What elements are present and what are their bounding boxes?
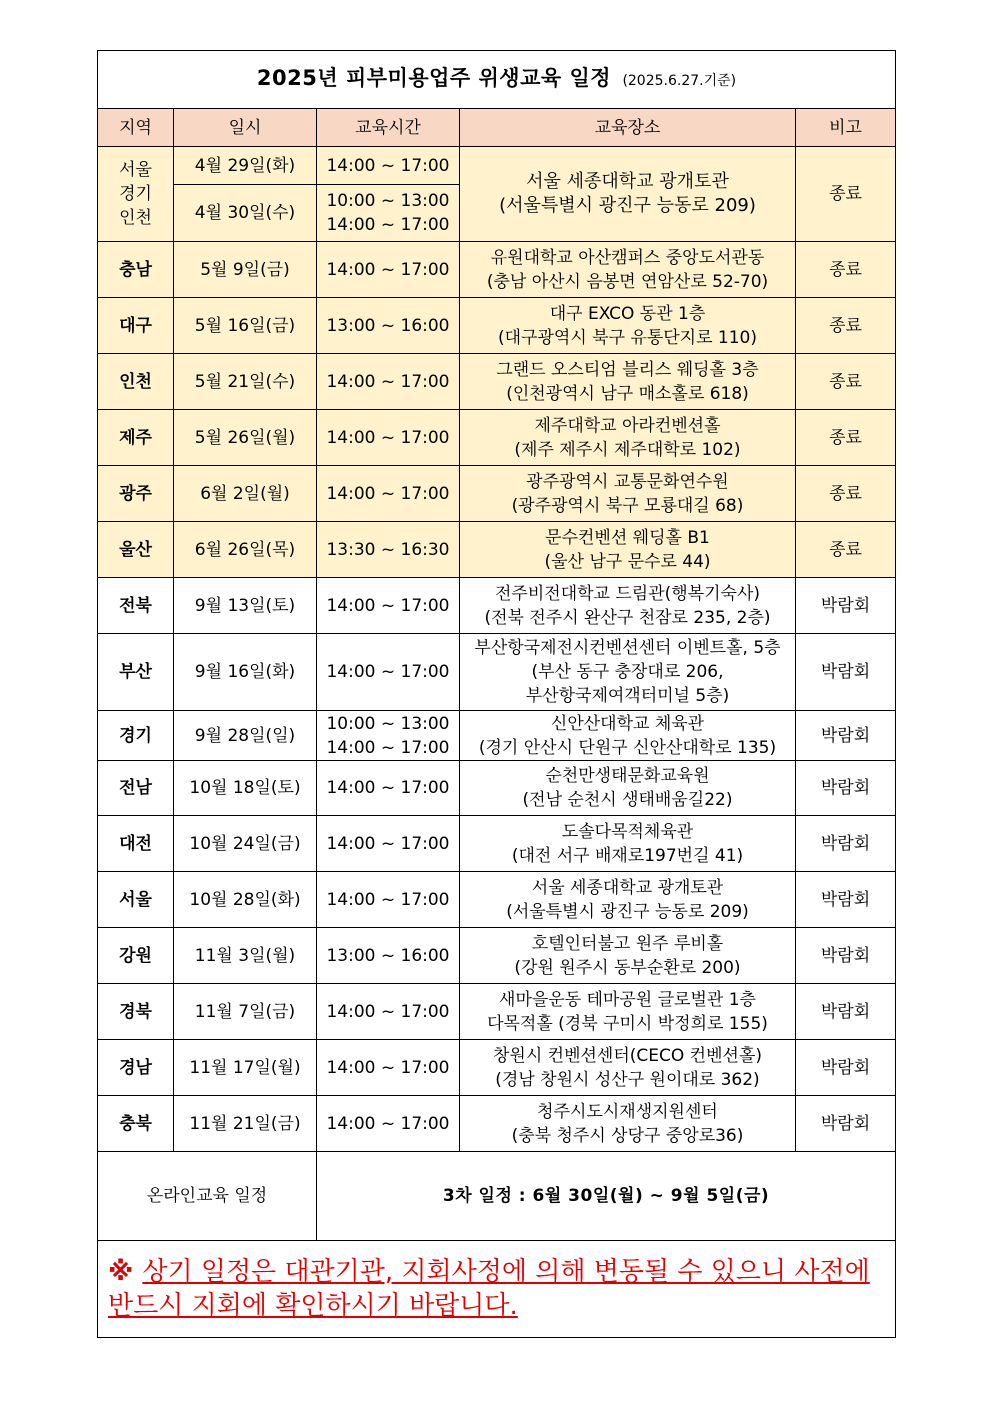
column-header: 지역 — [98, 109, 174, 147]
table-row — [98, 242, 896, 298]
column-header: 비고 — [796, 109, 896, 147]
date-cell: 6월 26일(목) — [174, 522, 317, 578]
note-cell: 박람회 — [796, 872, 896, 928]
date-cell: 11월 21일(금) — [174, 1096, 317, 1152]
time-cell: 14:00 ~ 17:00 — [317, 410, 460, 466]
title-cell — [98, 51, 896, 109]
date-cell: 10월 24일(금) — [174, 816, 317, 872]
place-cell: 도솔다목적체육관 (대전 서구 배재로197번길 41) — [460, 816, 796, 872]
table-row — [98, 761, 896, 816]
region-cell: 전남 — [98, 761, 174, 816]
table-row — [98, 928, 896, 984]
region-cell: 전북 — [98, 578, 174, 634]
table-row — [98, 298, 896, 354]
note-cell: 박람회 — [796, 634, 896, 711]
place-cell: 부산항국제전시컨벤션센터 이벤트홀, 5층 (부산 동구 충장대로 206, 부산항국제여객터미널 5층) — [460, 634, 796, 711]
date-cell: 11월 17일(월) — [174, 1040, 317, 1096]
online-row — [98, 1152, 896, 1241]
place-cell: 광주광역시 교통문화연수원 (광주광역시 북구 모룡대길 68) — [460, 466, 796, 522]
note-cell: 박람회 — [796, 761, 896, 816]
place-cell: 순천만생태문화교육원 (전남 순천시 생태배움길22) — [460, 761, 796, 816]
region-cell: 서울 — [98, 872, 174, 928]
place-cell: 호텔인터불고 원주 루비홀 (강원 원주시 동부순환로 200) — [460, 928, 796, 984]
time-cell: 14:00 ~ 17:00 — [317, 354, 460, 410]
table-row — [98, 578, 896, 634]
region-cell: 경남 — [98, 1040, 174, 1096]
note-cell: 종료 — [796, 354, 896, 410]
date-cell: 4월 29일(화) — [174, 147, 317, 185]
time-cell: 14:00 ~ 17:00 — [317, 816, 460, 872]
time-cell: 14:00 ~ 17:00 — [317, 761, 460, 816]
table-row — [98, 410, 896, 466]
date-cell: 4월 30일(수) — [174, 185, 317, 242]
notice-row — [98, 1241, 896, 1338]
place-cell: 청주시도시재생지원센터 (충북 청주시 상당구 중앙로36) — [460, 1096, 796, 1152]
table-row — [98, 872, 896, 928]
note-cell: 종료 — [796, 522, 896, 578]
time-cell: 14:00 ~ 17:00 — [317, 466, 460, 522]
region-cell: 경기 — [98, 711, 174, 761]
date-cell: 11월 3일(월) — [174, 928, 317, 984]
table-row — [98, 522, 896, 578]
note-cell: 종료 — [796, 242, 896, 298]
place-cell: 문수컨벤션 웨딩홀 B1 (울산 남구 문수로 44) — [460, 522, 796, 578]
notice-text: 상기 일정은 대관기관, 지회사정에 의해 변동될 수 있으니 사전에 반드시 지회에 확인하시기 바랍니다. — [108, 1257, 870, 1321]
region-cell: 대구 — [98, 298, 174, 354]
note-cell: 종료 — [796, 466, 896, 522]
note-cell: 박람회 — [796, 928, 896, 984]
region-cell: 광주 — [98, 466, 174, 522]
note-cell: 박람회 — [796, 816, 896, 872]
place-cell: 제주대학교 아라컨벤션홀 (제주 제주시 제주대학로 102) — [460, 410, 796, 466]
region-cell: 서울 경기 인천 — [98, 147, 174, 242]
table-row — [98, 984, 896, 1040]
note-cell: 종료 — [796, 410, 896, 466]
column-header: 교육장소 — [460, 109, 796, 147]
date-cell: 10월 18일(토) — [174, 761, 317, 816]
date-cell: 5월 26일(월) — [174, 410, 317, 466]
time-cell: 10:00 ~ 13:00 14:00 ~ 17:00 — [317, 711, 460, 761]
table-row — [98, 147, 896, 185]
date-cell: 9월 13일(토) — [174, 578, 317, 634]
note-cell: 박람회 — [796, 984, 896, 1040]
note-cell: 박람회 — [796, 711, 896, 761]
place-cell: 서울 세종대학교 광개토관 (서울특별시 광진구 능동로 209) — [460, 147, 796, 242]
schedule-table — [97, 50, 896, 1338]
time-cell: 13:00 ~ 16:00 — [317, 928, 460, 984]
place-cell: 유원대학교 아산캠퍼스 중앙도서관동 (충남 아산시 음봉면 연암산로 52-70) — [460, 242, 796, 298]
title-note: (2025.6.27.기준) — [622, 73, 737, 89]
place-cell: 창원시 컨벤션센터(CECO 컨벤션홀) (경남 창원시 성산구 원이대로 362) — [460, 1040, 796, 1096]
note-cell: 박람회 — [796, 578, 896, 634]
table-row — [98, 1096, 896, 1152]
date-cell: 9월 16일(화) — [174, 634, 317, 711]
note-cell: 종료 — [796, 298, 896, 354]
date-cell: 9월 28일(일) — [174, 711, 317, 761]
table-row — [98, 354, 896, 410]
place-cell: 대구 EXCO 동관 1층 (대구광역시 북구 유통단지로 110) — [460, 298, 796, 354]
note-cell: 종료 — [796, 147, 896, 242]
region-cell: 대전 — [98, 816, 174, 872]
table-row — [98, 634, 896, 711]
date-cell: 5월 21일(수) — [174, 354, 317, 410]
time-cell: 14:00 ~ 17:00 — [317, 872, 460, 928]
region-cell: 경북 — [98, 984, 174, 1040]
date-cell: 6월 2일(월) — [174, 466, 317, 522]
time-cell: 14:00 ~ 17:00 — [317, 242, 460, 298]
time-cell: 13:00 ~ 16:00 — [317, 298, 460, 354]
place-cell: 새마을운동 테마공원 글로벌관 1층 다목적홀 (경북 구미시 박정희로 155) — [460, 984, 796, 1040]
time-cell: 14:00 ~ 17:00 — [317, 147, 460, 185]
table-row — [98, 711, 896, 761]
time-cell: 14:00 ~ 17:00 — [317, 578, 460, 634]
notice-cell — [98, 1241, 896, 1338]
region-cell: 강원 — [98, 928, 174, 984]
region-cell: 울산 — [98, 522, 174, 578]
note-cell: 박람회 — [796, 1040, 896, 1096]
region-cell: 부산 — [98, 634, 174, 711]
table-row — [98, 1040, 896, 1096]
date-cell: 10월 28일(화) — [174, 872, 317, 928]
place-cell: 서울 세종대학교 광개토관 (서울특별시 광진구 능동로 209) — [460, 872, 796, 928]
place-cell: 그랜드 오스티엄 블리스 웨딩홀 3층 (인천광역시 남구 매소홀로 618) — [460, 354, 796, 410]
date-cell: 5월 16일(금) — [174, 298, 317, 354]
place-cell: 전주비전대학교 드림관(행복기숙사) (전북 전주시 완산구 천잠로 235, 2층) — [460, 578, 796, 634]
page-title: 2025년 피부미용업주 위생교육 일정 — [256, 66, 612, 90]
notice-mark: ※ — [108, 1257, 143, 1287]
region-cell: 제주 — [98, 410, 174, 466]
header-row — [98, 109, 896, 147]
time-cell: 14:00 ~ 17:00 — [317, 984, 460, 1040]
time-cell: 14:00 ~ 17:00 — [317, 634, 460, 711]
online-label: 온라인교육 일정 — [98, 1152, 317, 1241]
time-cell: 14:00 ~ 17:00 — [317, 1040, 460, 1096]
column-header: 일시 — [174, 109, 317, 147]
place-cell: 신안산대학교 체육관 (경기 안산시 단원구 신안산대학로 135) — [460, 711, 796, 761]
time-cell: 14:00 ~ 17:00 — [317, 1096, 460, 1152]
region-cell: 충남 — [98, 242, 174, 298]
region-cell: 인천 — [98, 354, 174, 410]
table-row — [98, 816, 896, 872]
region-cell: 충북 — [98, 1096, 174, 1152]
time-cell: 10:00 ~ 13:00 14:00 ~ 17:00 — [317, 185, 460, 242]
date-cell: 5월 9일(금) — [174, 242, 317, 298]
online-schedule: 3차 일정 : 6월 30일(월) ~ 9월 5일(금) — [317, 1152, 896, 1241]
date-cell: 11월 7일(금) — [174, 984, 317, 1040]
time-cell: 13:30 ~ 16:30 — [317, 522, 460, 578]
note-cell: 박람회 — [796, 1096, 896, 1152]
column-header: 교육시간 — [317, 109, 460, 147]
table-row — [98, 466, 896, 522]
